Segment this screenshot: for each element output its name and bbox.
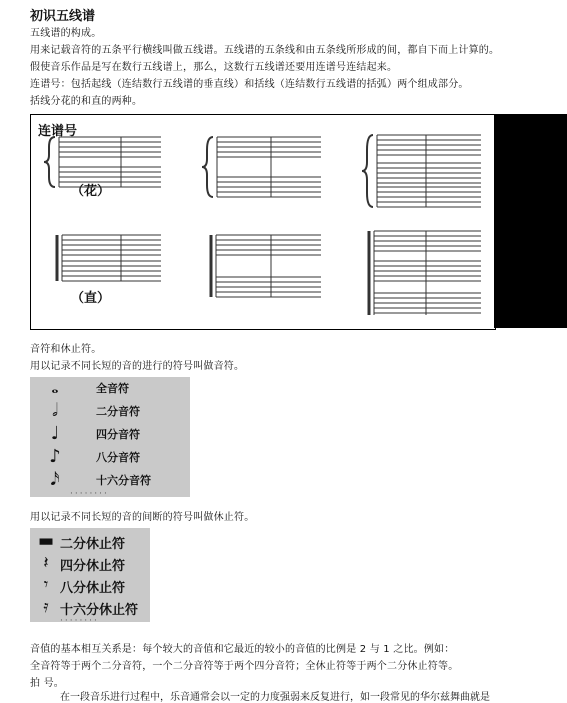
eighth-note-icon: ♪ xyxy=(49,446,61,467)
sixteenth-rest-icon: 𝄿 xyxy=(43,597,49,617)
note-name: 四分音符 xyxy=(96,428,140,441)
notes-heading: 音符和休止符。 xyxy=(30,344,102,355)
rest-row-quarter xyxy=(30,552,150,574)
half-rest-icon: ▬ xyxy=(37,531,55,551)
half-note-icon: 𝅗𝅥 xyxy=(52,400,58,421)
note-row-whole xyxy=(30,377,190,399)
quarter-rest-icon: 𝄽 xyxy=(43,553,49,573)
sixteenth-note-icon: 𝅘𝅥𝅯 xyxy=(50,469,60,490)
bottom-cut-line: 在一段音乐进行过程中，乐音通常会以一定的力度强弱来反复进行，如一段常见的华尔兹舞曲就是 xyxy=(60,692,490,703)
rest-row-half xyxy=(30,530,150,552)
rest-name: 十六分休止符 xyxy=(60,603,139,618)
rest-name: 八分休止符 xyxy=(60,581,126,596)
quarter-note-icon: ♩ xyxy=(50,423,60,444)
note-types-panel xyxy=(30,377,190,497)
straight-bracket-staff-1 xyxy=(57,235,161,281)
note-name: 全音符 xyxy=(96,382,129,395)
note-name: 十六分音符 xyxy=(96,474,151,487)
intro-line-4: 连谱号：包括起线（连结数行五线谱的垂直线）和括线（连结数行五线谱的括弧）两个组成部分。 xyxy=(30,79,469,90)
rest-types-panel xyxy=(30,528,150,626)
curly-brace-staff-3 xyxy=(362,135,481,207)
staff-brace-figure xyxy=(30,114,496,330)
rest-name: 四分休止符 xyxy=(60,559,126,574)
rest-row-sixteenth xyxy=(30,596,150,618)
note-row-quarter xyxy=(30,423,190,445)
relation-line-1: 音值的基本相互关系是：每个较大的音值和它最近的较小的音值的比例是 2 与 1 之比。例如： xyxy=(30,644,455,655)
note-row-half xyxy=(30,400,190,422)
figure-black-edge xyxy=(494,114,567,328)
dotted-separator: ········ xyxy=(60,616,99,626)
straight-bracket-staff-2 xyxy=(211,235,321,297)
figure-label-curly: （花） xyxy=(71,184,111,199)
note-row-eighth xyxy=(30,446,190,468)
intro-line-1: 五线谱的构成。 xyxy=(30,28,102,39)
rests-intro: 用以记录不同长短的音的间断的符号叫做休止符。 xyxy=(30,512,255,523)
whole-note-icon: 𝅝 xyxy=(51,377,59,398)
relation-line-3: 拍 号。 xyxy=(30,678,64,689)
intro-line-5: 括线分花的和直的两种。 xyxy=(30,96,143,107)
curly-brace-staff-1 xyxy=(44,137,161,187)
rest-name: 二分休止符 xyxy=(60,537,126,552)
note-row-sixteenth xyxy=(30,469,190,491)
figure-title: 连谱号 xyxy=(38,124,78,139)
intro-line-3: 假使音乐作品是写在数行五线谱上，那么，这数行五线谱还要用连谱号连结起来。 xyxy=(30,62,398,73)
eighth-rest-icon: 𝄾 xyxy=(43,575,49,595)
relation-line-2: 全音符等于两个二分音符，一个二分音符等于两个四分音符；全休止符等于两个二分休止符等。 xyxy=(30,661,459,672)
straight-bracket-staff-3 xyxy=(369,231,481,315)
figure-label-straight: （直） xyxy=(71,291,111,306)
intro-line-2: 用来记载音符的五条平行横线叫做五线谱。五线谱的五条线和由五条线所形成的间，都自下而上计算的。 xyxy=(30,45,500,56)
notes-intro: 用以记录不同长短的音的进行的符号叫做音符。 xyxy=(30,361,245,372)
curly-brace-staff-2 xyxy=(202,137,321,197)
rest-row-eighth xyxy=(30,574,150,596)
page-title: 初识五线谱 xyxy=(30,9,96,24)
note-name: 二分音符 xyxy=(96,405,140,418)
staff-drawings xyxy=(31,115,495,329)
note-name: 八分音符 xyxy=(96,451,140,464)
dotted-separator: ········ xyxy=(70,489,109,499)
